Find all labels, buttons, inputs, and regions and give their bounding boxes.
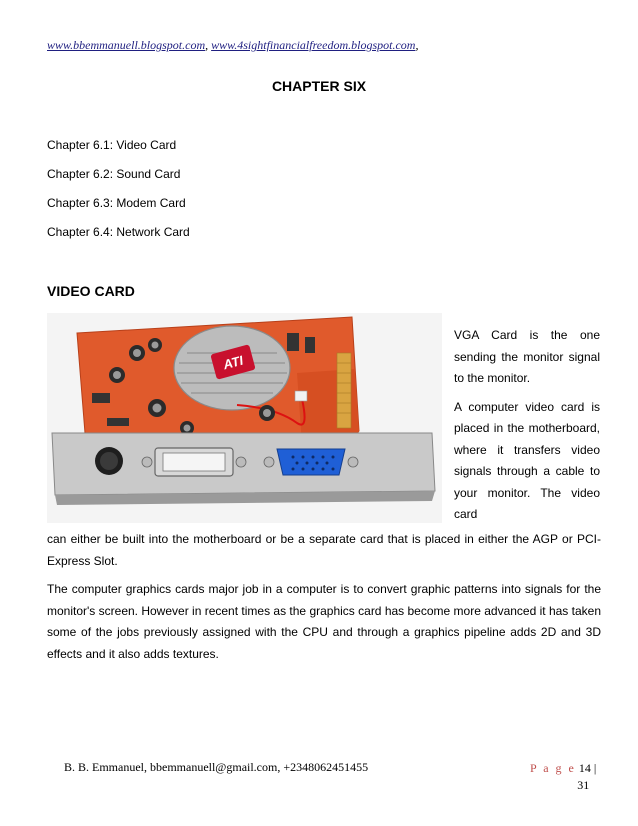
footer-page-number [530,760,596,794]
link-separator: , [205,38,209,52]
body-paragraph: The computer graphics cards major job in a computer is to convert graphic patterns into signals for the monitor's screen. However in recent times as the graphics card has become more advanced it has taken some of the jobs previously assigned with the CPU and through a graphics pipeline adds 2D and 3D effects and it also adds textures. [47,582,601,661]
page-label: P a g e [530,761,576,775]
video-card-illustration [47,313,442,523]
toc-item: Chapter 6.1: Video Card [47,138,177,152]
body-paragraph: can either be built into the motherboard or be a separate card that is placed in either the AGP or PCI-Express Slot. [47,532,601,568]
ati-logo: ATI [221,352,245,373]
video-card-photo [47,313,442,523]
table-of-contents [47,138,190,254]
side-paragraph: VGA Card is the one sending the monitor signal to the monitor. [454,328,600,385]
footer-contact: B. B. Emmanuel, bbemmanuell@gmail.com, +2348062451455 [64,760,369,774]
side-text [454,325,600,533]
toc-item: Chapter 6.3: Modem Card [47,196,186,210]
link-trailing-comma: , [415,38,419,52]
side-paragraph: A computer video card is placed in the motherboard, where it transfers video signals through a cable to your monitor. The video card [454,399,600,521]
body-text [47,529,601,672]
page-number: 14 | [578,761,597,775]
blog-link-2[interactable]: www.4sightfinancialfreedom.blogspot.com [211,38,416,52]
section-heading: VIDEO CARD [47,283,135,299]
total-pages: 31 [577,778,590,792]
toc-item: Chapter 6.4: Network Card [47,225,190,239]
header-links [47,38,418,53]
blog-link-1[interactable]: www.bbemmanuell.blogspot.com [47,38,206,52]
chapter-title: CHAPTER SIX [271,78,367,94]
toc-item: Chapter 6.2: Sound Card [47,167,181,181]
